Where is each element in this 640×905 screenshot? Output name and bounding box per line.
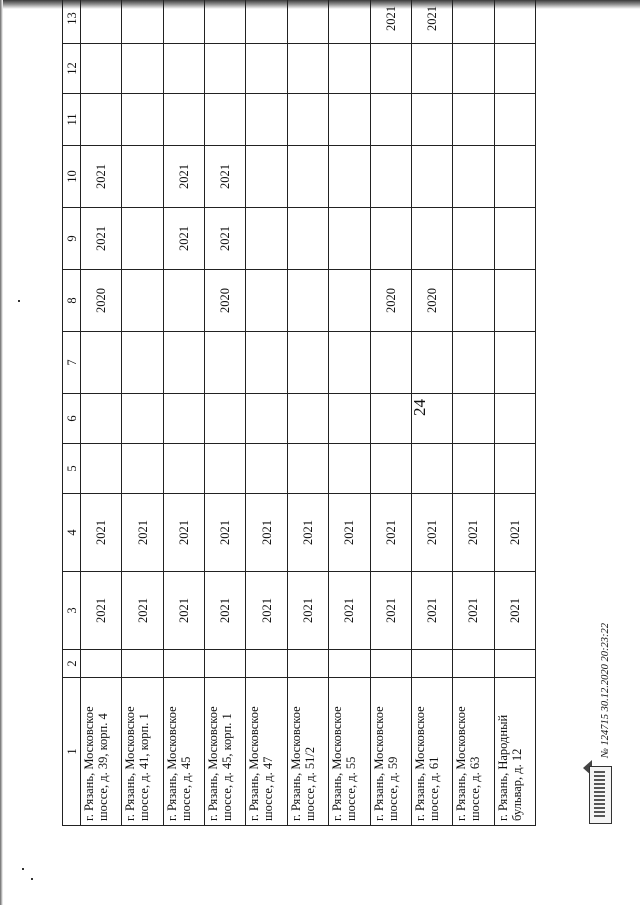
table-body: [81, 0, 536, 826]
year-cell: [287, 94, 328, 146]
year-cell: [122, 650, 163, 678]
year-cell: 2021: [163, 494, 204, 572]
year-cell: 2021: [163, 208, 204, 270]
year-cell: [370, 208, 411, 270]
year-cell: 2021: [163, 146, 204, 208]
year-cell: [163, 44, 204, 94]
year-cell: 2021: [81, 146, 122, 208]
year-cell: [329, 650, 370, 678]
year-cell: [205, 444, 246, 494]
year-cell: [329, 44, 370, 94]
year-cell: [81, 444, 122, 494]
year-cell: 2021: [246, 494, 287, 572]
year-cell: [163, 332, 204, 394]
year-cell: [494, 650, 535, 678]
year-cell: [329, 444, 370, 494]
column-header: 11: [63, 94, 81, 146]
year-cell: [453, 0, 494, 44]
year-cell: [494, 444, 535, 494]
column-header: 7: [63, 332, 81, 394]
year-cell: [453, 444, 494, 494]
year-cell: [246, 208, 287, 270]
year-cell: [81, 394, 122, 444]
year-cell: [411, 332, 452, 394]
year-cell: [329, 146, 370, 208]
year-cell: [163, 94, 204, 146]
year-cell: [246, 44, 287, 94]
column-header: 3: [63, 572, 81, 650]
year-cell: [494, 394, 535, 444]
year-cell: 2021: [122, 572, 163, 650]
year-cell: [494, 94, 535, 146]
year-cell: [122, 394, 163, 444]
year-cell: 2021: [411, 572, 452, 650]
year-cell: [81, 0, 122, 44]
year-cell: [411, 444, 452, 494]
year-cell: [411, 650, 452, 678]
year-cell: [205, 0, 246, 44]
year-cell: [287, 208, 328, 270]
table-row: [329, 0, 370, 826]
year-cell: [453, 94, 494, 146]
year-cell: [411, 208, 452, 270]
year-cell: [453, 650, 494, 678]
year-cell: [329, 0, 370, 44]
year-cell: 2020: [205, 270, 246, 332]
year-cell: [453, 146, 494, 208]
table-row: [494, 0, 535, 826]
year-cell: 2021: [411, 0, 452, 44]
year-cell: [287, 650, 328, 678]
column-header: 5: [63, 444, 81, 494]
year-cell: [163, 0, 204, 44]
year-cell: 2021: [329, 572, 370, 650]
year-cell: [494, 270, 535, 332]
year-cell: [122, 94, 163, 146]
year-cell: [163, 394, 204, 444]
year-cell: [370, 146, 411, 208]
schedule-table: [62, 0, 536, 826]
year-cell: 2020: [370, 270, 411, 332]
emblem-columns: [594, 771, 605, 817]
year-cell: 2020: [81, 270, 122, 332]
year-cell: 2021: [370, 494, 411, 572]
column-header: 10: [63, 146, 81, 208]
table-row: [246, 0, 287, 826]
year-cell: 2021: [81, 572, 122, 650]
rotated-table-wrapper: [62, 6, 536, 826]
scan-edge-left: [0, 0, 3, 905]
year-cell: [122, 332, 163, 394]
table-row: [287, 0, 328, 826]
year-cell: [205, 650, 246, 678]
year-cell: [329, 94, 370, 146]
column-header: 12: [63, 44, 81, 94]
year-cell: [411, 94, 452, 146]
address-cell: г. Рязань, Народный бульвар, д. 12: [494, 678, 535, 826]
year-cell: [122, 44, 163, 94]
year-cell: [81, 332, 122, 394]
column-header: 13: [63, 0, 81, 44]
year-cell: [453, 208, 494, 270]
year-cell: [122, 270, 163, 332]
year-cell: 2021: [205, 572, 246, 650]
year-cell: [122, 208, 163, 270]
year-cell: [81, 44, 122, 94]
year-cell: 2021: [494, 494, 535, 572]
column-header: 1: [63, 678, 81, 826]
address-cell: г. Рязань, Московское шоссе, д. 59: [370, 678, 411, 826]
year-cell: [163, 444, 204, 494]
table-row: [163, 0, 204, 826]
year-cell: [246, 650, 287, 678]
year-cell: [287, 270, 328, 332]
year-cell: [246, 94, 287, 146]
year-cell: [329, 270, 370, 332]
address-cell: г. Рязань, Московское шоссе, д. 51/2: [287, 678, 328, 826]
year-cell: [205, 394, 246, 444]
scan-speck: [18, 300, 20, 302]
year-cell: [494, 332, 535, 394]
year-cell: 2021: [453, 572, 494, 650]
year-cell: 2021: [205, 208, 246, 270]
year-cell: [411, 44, 452, 94]
year-cell: 2021: [205, 494, 246, 572]
column-header: 2: [63, 650, 81, 678]
year-cell: [287, 146, 328, 208]
year-cell: [453, 394, 494, 444]
year-cell: 2021: [494, 572, 535, 650]
year-cell: [81, 94, 122, 146]
year-cell: [370, 332, 411, 394]
year-cell: [246, 146, 287, 208]
year-cell: [453, 270, 494, 332]
year-cell: [205, 332, 246, 394]
column-header: 4: [63, 494, 81, 572]
year-cell: [411, 146, 452, 208]
year-cell: [287, 44, 328, 94]
year-cell: 2021: [370, 0, 411, 44]
year-cell: 2021: [370, 572, 411, 650]
year-cell: 2021: [411, 494, 452, 572]
year-cell: [370, 44, 411, 94]
address-cell: г. Рязань, Московское шоссе, д. 61: [411, 678, 452, 826]
year-cell: [370, 94, 411, 146]
year-cell: [81, 650, 122, 678]
column-header: 8: [63, 270, 81, 332]
table-row: [122, 0, 163, 826]
year-cell: [370, 394, 411, 444]
address-cell: г. Рязань, Московское шоссе, д. 55: [329, 678, 370, 826]
address-cell: г. Рязань, Московское шоссе, д. 45, корп. 1: [205, 678, 246, 826]
year-cell: [494, 44, 535, 94]
year-cell: 2021: [287, 572, 328, 650]
year-cell: [370, 650, 411, 678]
year-cell: 2021: [205, 146, 246, 208]
scan-speck: [22, 868, 24, 870]
column-header: 9: [63, 208, 81, 270]
year-cell: 2021: [81, 208, 122, 270]
year-cell: 2021: [246, 572, 287, 650]
year-cell: 2021: [287, 494, 328, 572]
table-row: [370, 0, 411, 826]
year-cell: [246, 394, 287, 444]
document-registration-stamp: № 124715 30.12.2020 20:23:22: [600, 622, 611, 758]
year-cell: [163, 270, 204, 332]
scan-speck: [31, 878, 33, 880]
registry-emblem-icon: [589, 766, 612, 824]
year-cell: [494, 0, 535, 44]
year-cell: [205, 44, 246, 94]
table-row: [205, 0, 246, 826]
year-cell: [163, 650, 204, 678]
year-cell: [122, 0, 163, 44]
year-cell: [494, 208, 535, 270]
year-cell: [453, 332, 494, 394]
table-row: [81, 0, 122, 826]
year-cell: 2021: [163, 572, 204, 650]
year-cell: [246, 444, 287, 494]
year-cell: [122, 146, 163, 208]
header-row: [63, 0, 81, 826]
page-number: 24: [410, 399, 429, 416]
address-cell: г. Рязань, Московское шоссе, д. 39, корп. 4: [81, 678, 122, 826]
year-cell: [287, 444, 328, 494]
year-cell: 2021: [453, 494, 494, 572]
year-cell: [287, 0, 328, 44]
table-row: [411, 0, 452, 826]
year-cell: [370, 444, 411, 494]
year-cell: [329, 394, 370, 444]
year-cell: [287, 394, 328, 444]
year-cell: [494, 146, 535, 208]
address-cell: г. Рязань, Московское шоссе, д. 45: [163, 678, 204, 826]
year-cell: [329, 332, 370, 394]
year-cell: [205, 94, 246, 146]
year-cell: [122, 444, 163, 494]
year-cell: 2020: [411, 270, 452, 332]
year-cell: [246, 0, 287, 44]
year-cell: [246, 332, 287, 394]
address-cell: г. Рязань, Московское шоссе, д. 41, корп. 1: [122, 678, 163, 826]
year-cell: [287, 332, 328, 394]
year-cell: [411, 394, 452, 444]
column-header: 6: [63, 394, 81, 444]
year-cell: 2021: [329, 494, 370, 572]
address-cell: г. Рязань, Московское шоссе, д. 47: [246, 678, 287, 826]
table-row: [453, 0, 494, 826]
address-cell: г. Рязань, Московское шоссе, д. 63: [453, 678, 494, 826]
year-cell: 2021: [81, 494, 122, 572]
year-cell: [246, 270, 287, 332]
year-cell: 2021: [122, 494, 163, 572]
year-cell: [329, 208, 370, 270]
year-cell: [453, 44, 494, 94]
